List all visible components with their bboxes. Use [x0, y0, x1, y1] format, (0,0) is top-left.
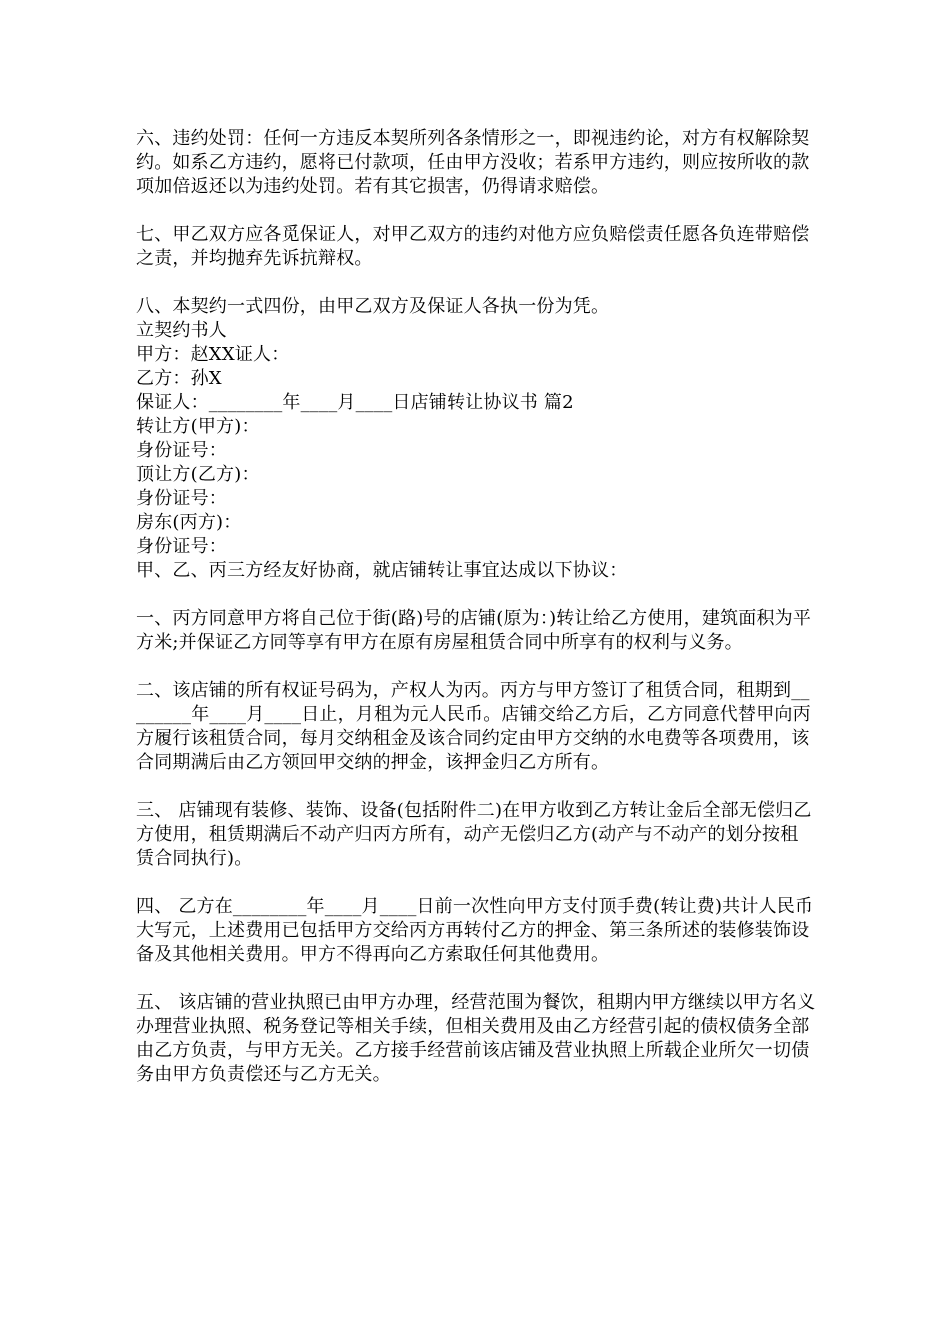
paragraph-gap — [136, 871, 816, 895]
clause-5-license: 五、 该店铺的营业执照已由甲方办理，经营范围为餐饮，租期内甲方继续以甲方名义办理营业执照、税务登记等相关手续，但相关费用及由乙方经营引起的债权债务全部由乙方负责，与甲方无关。乙方接手经营前该店铺及营业执照上所载企业所欠一切债务由甲方负责偿还与乙方无关。 — [136, 992, 816, 1085]
clause-1-transfer: 一、丙方同意甲方将自己位于街(路)号的店铺(原为：)转让给乙方使用，建筑面积为平方米;并保证乙方同等享有甲方在原有房屋租赁合同中所享有的权利与义务。 — [136, 608, 812, 653]
landlord-line: 房东(丙方)： — [136, 512, 242, 533]
clause-3-fixtures: 三、 店铺现有装修、装饰、设备(包括附件二)在甲方收到乙方转让金后全部无偿归乙方使用，租赁期满后不动产归丙方所有，动产无偿归乙方(动产与不动产的划分按租赁合同执行)。 — [136, 800, 812, 869]
party-b-line: 乙方：孙X — [136, 368, 222, 389]
paragraph-gap — [136, 199, 816, 223]
clause-4-payment: 四、 乙方在________年____月____日前一次性向甲方支付顶手费(转让费)共计人民币大写元，上述费用已包括甲方交给丙方再转付乙方的押金、第三条所述的装修装饰设备及其他相关费用。甲方不得再向乙方索取任何其他费用。 — [136, 896, 814, 965]
party-a-line: 甲方：赵XX证人： — [136, 344, 290, 365]
clause-6-penalty: 六、违约处罚：任何一方违反本契所列各条情形之一，即视违约论，对方有权解除契约。如系乙方违约，愿将已付款项，任由甲方没收；若系甲方违约，则应按所收的款项加倍返还以为违约处罚。若有其它损害，仍得请求赔偿。 — [136, 128, 810, 197]
paragraph-gap — [136, 967, 816, 991]
transferee-line: 顶让方(乙方)： — [136, 464, 260, 485]
clause-2-lease: 二、该店铺的所有权证号码为，产权人为丙。丙方与甲方签订了租赁合同，租期到________年____月____日止，月租为元人民币。店铺交给乙方后，乙方同意代替甲向丙方履行该租赁合同，每月交纳租金及该合同约定由甲方交纳的水电费等各项费用，该合同期满后由乙方领回甲交纳的押金，该押金归乙方所有。 — [136, 680, 811, 773]
paragraph-gap — [136, 775, 816, 799]
paragraph-gap — [136, 271, 816, 295]
id-number-line: 身份证号： — [136, 440, 227, 461]
id-number-line: 身份证号： — [136, 536, 227, 557]
signatory-heading: 立契约书人 — [136, 320, 227, 341]
id-number-line: 身份证号： — [136, 488, 227, 509]
agreement-intro: 甲、乙、丙三方经友好协商，就店铺转让事宜达成以下协议： — [136, 560, 628, 581]
clause-8-copies: 八、本契约一式四份，由甲乙双方及保证人各执一份为凭。 — [136, 296, 610, 317]
document-page — [136, 127, 816, 1087]
paragraph-gap — [136, 583, 816, 607]
transferor-line: 转让方(甲方)： — [136, 416, 260, 437]
paragraph-gap — [136, 655, 816, 679]
clause-7-guarantor: 七、甲乙双方应各觅保证人，对甲乙双方的违约对他方应负赔偿责任愿各负连带赔偿之责，并均抛弃先诉抗辩权。 — [136, 224, 810, 269]
guarantor-date-line: 保证人：________年____月____日店铺转让协议书 篇2 — [136, 392, 574, 413]
